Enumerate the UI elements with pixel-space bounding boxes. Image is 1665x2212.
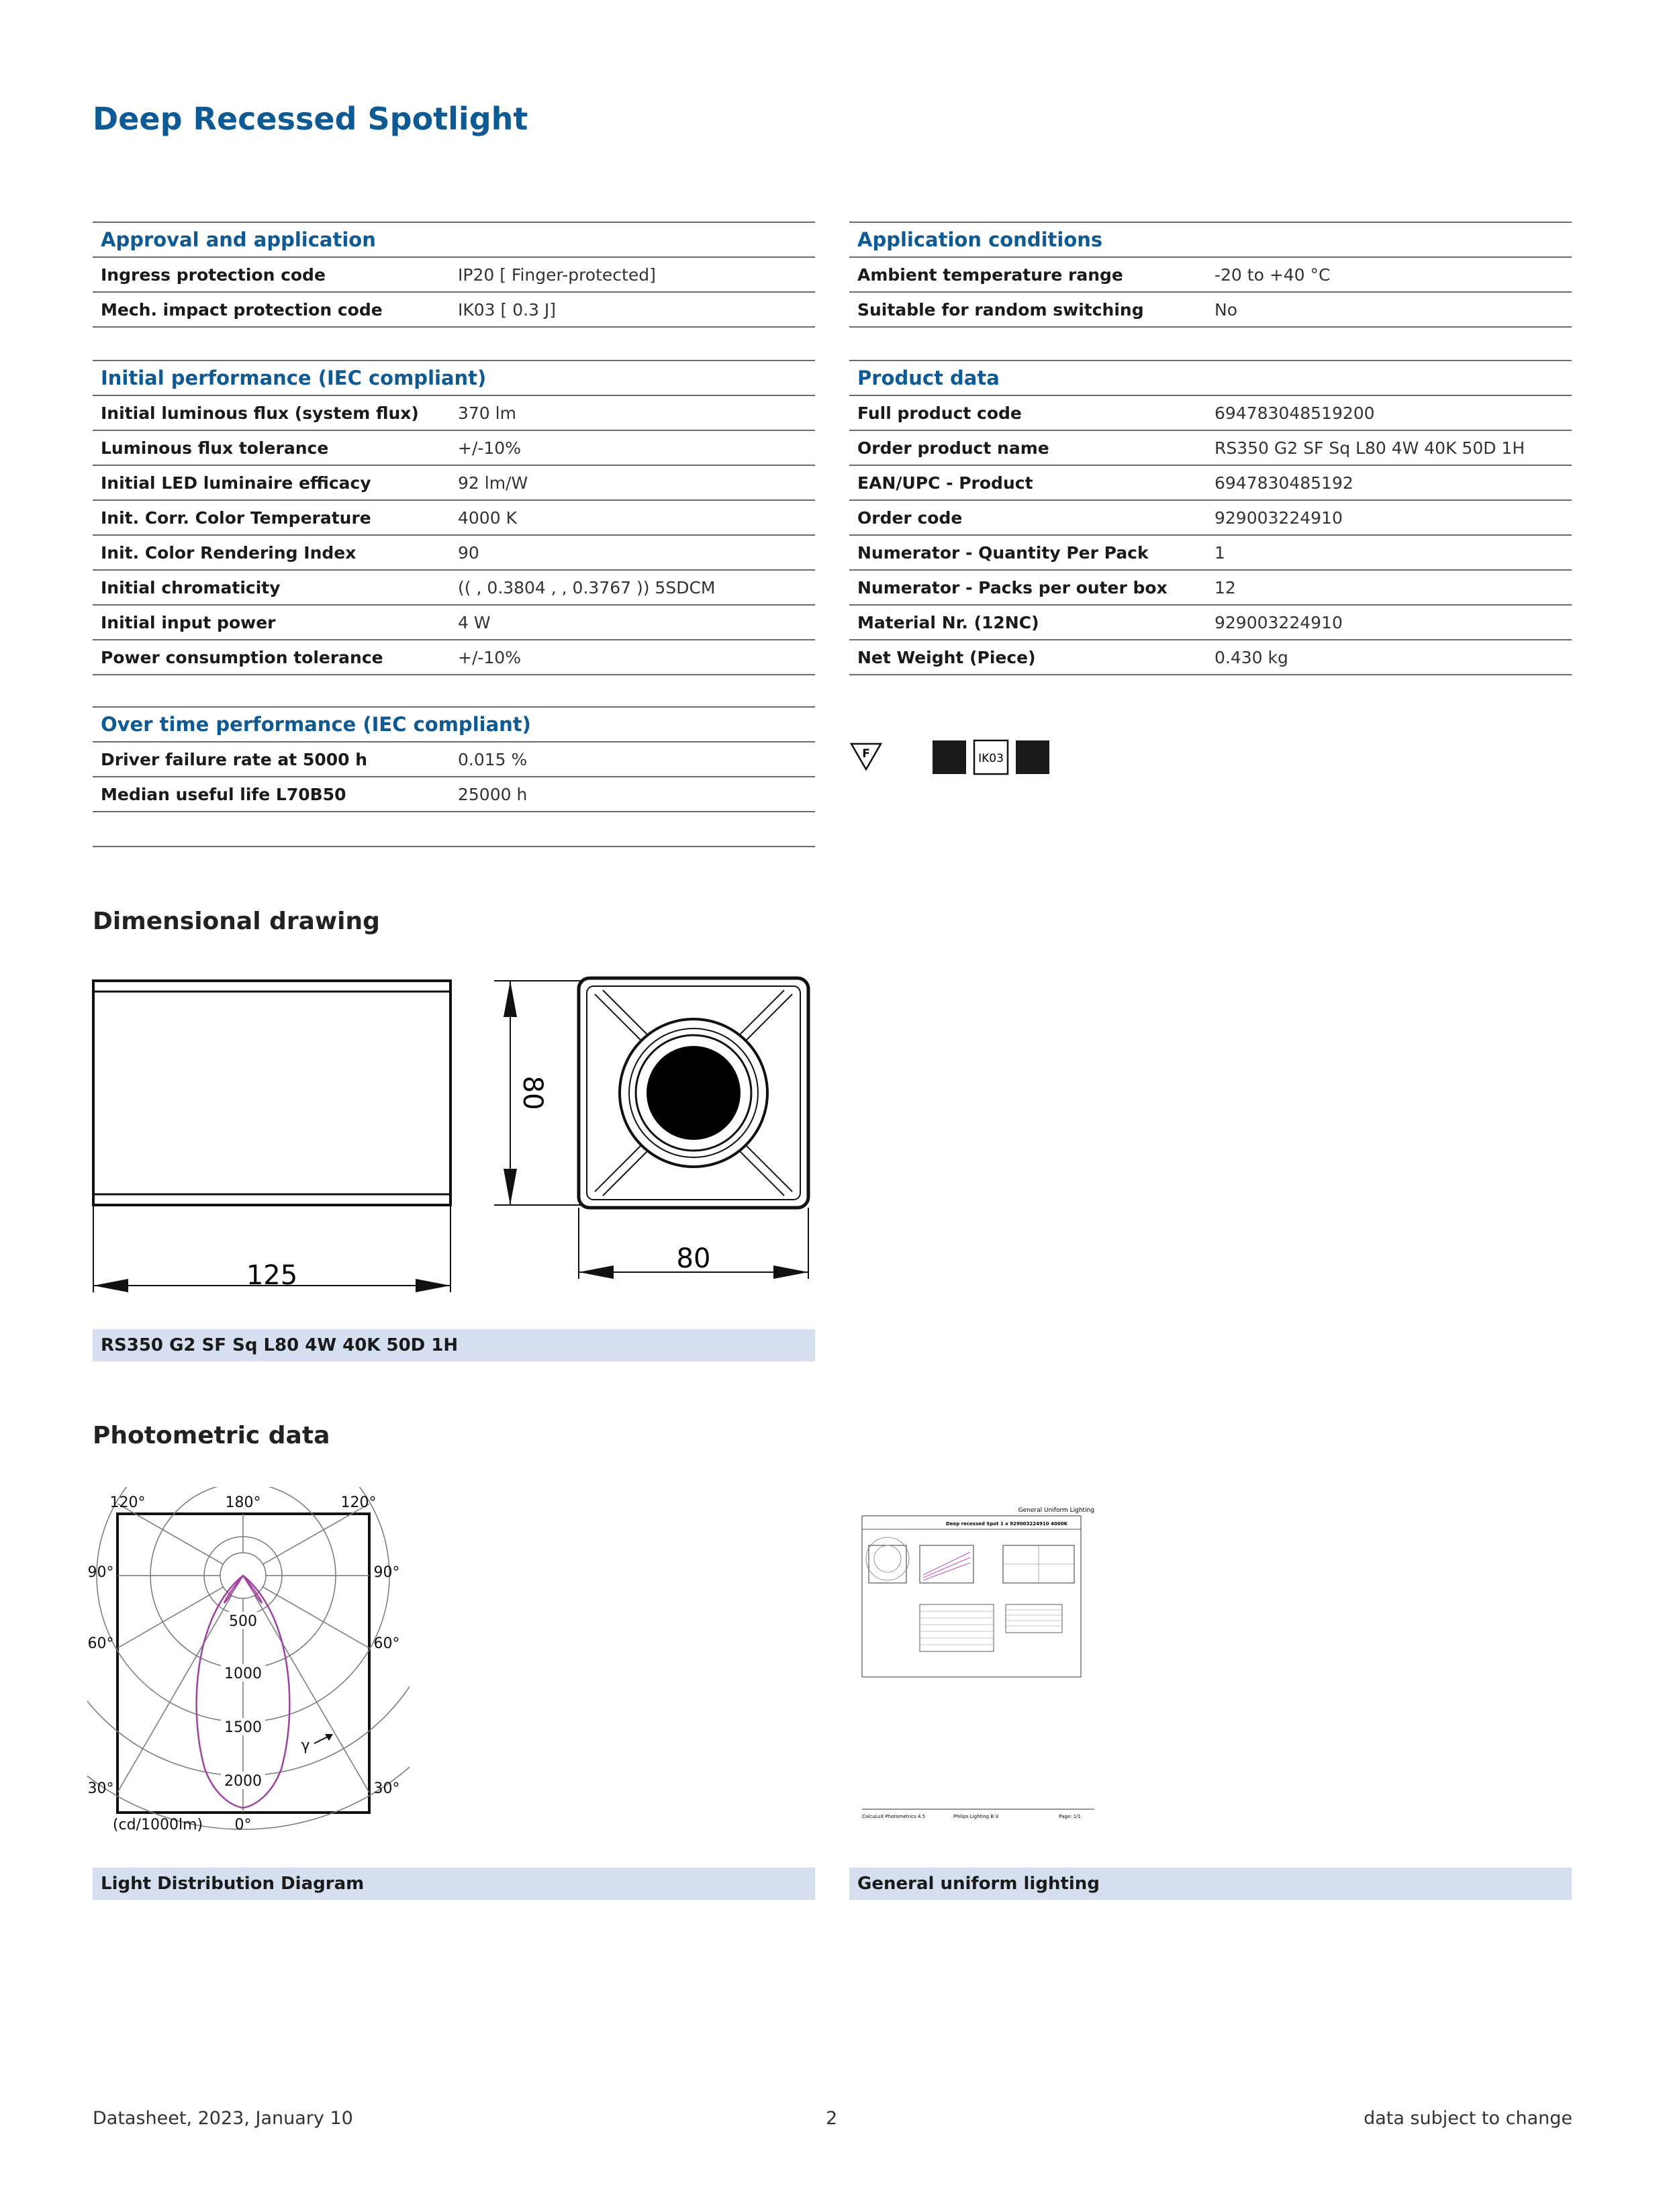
footer-date: Datasheet, 2023, January 10 <box>93 2108 353 2129</box>
dimensional-drawing <box>87 970 819 1306</box>
footer-disclaimer: data subject to change <box>1364 2108 1572 2129</box>
dim-height-label: 80 <box>517 1075 548 1110</box>
thumb-title: Deep recessed Spot 1 x 929003224910 4000K <box>945 1521 1067 1527</box>
thumb-footer-right: Page: 1/1 <box>1059 1814 1081 1819</box>
approval-table <box>93 222 815 328</box>
table-row: Luminous flux tolerance +/-10% <box>93 430 815 465</box>
gamma-label: γ <box>301 1737 310 1754</box>
ring-label: 500 <box>229 1613 257 1630</box>
table-row: Numerator - Packs per outer box 12 <box>849 570 1572 605</box>
table-row: Median useful life L70B50 25000 h <box>93 777 815 812</box>
table-row: Full product code 694783048519200 <box>849 395 1572 430</box>
table-heading: Product data <box>849 360 1572 395</box>
table-row: Init. Color Rendering Index 90 <box>93 535 815 570</box>
front-view <box>494 978 808 1279</box>
product-data-table <box>849 360 1572 675</box>
dim-length-label: 125 <box>246 1260 298 1291</box>
table-heading: Over time performance (IEC compliant) <box>93 707 815 742</box>
black-square-icon <box>1016 740 1049 774</box>
f-mark-icon <box>851 744 881 769</box>
ring-label: 2000 <box>224 1773 262 1790</box>
certification-symbols <box>849 738 1064 779</box>
angle-label: 30° <box>87 1780 114 1797</box>
angle-label: 60° <box>373 1635 400 1652</box>
angle-label: 60° <box>87 1635 114 1652</box>
light-distribution-caption: Light Distribution Diagram <box>93 1868 815 1900</box>
angle-label: 90° <box>87 1564 114 1581</box>
page-title: Deep Recessed Spotlight <box>93 101 528 137</box>
table-heading: Application conditions <box>849 222 1572 257</box>
table-row: Initial LED luminaire efficacy 92 lm/W <box>93 465 815 500</box>
angle-label: 120° <box>340 1494 377 1511</box>
page-number: 2 <box>826 2108 838 2129</box>
unit-label: (cd/1000lm) <box>112 1817 203 1833</box>
dim-width-label: 80 <box>676 1243 711 1274</box>
table-row: Ingress protection code IP20 [ Finger-protected] <box>93 257 815 292</box>
table-row: Net Weight (Piece) 0.430 kg <box>849 640 1572 675</box>
table-row: Power consumption tolerance +/-10% <box>93 640 815 675</box>
over-time-table <box>93 706 815 847</box>
dimensional-drawing-heading: Dimensional drawing <box>93 908 380 935</box>
table-heading: Approval and application <box>93 222 815 257</box>
uniform-lighting-thumbnail <box>859 1504 1101 1826</box>
table-row: Driver failure rate at 5000 h 0.015 % <box>93 742 815 777</box>
table-row: Material Nr. (12NC) 929003224910 <box>849 605 1572 640</box>
ring-label: 1500 <box>224 1719 262 1736</box>
black-square-icon <box>933 740 966 774</box>
table-row: Numerator - Quantity Per Pack 1 <box>849 535 1572 570</box>
table-row: Initial chromaticity (( , 0.3804 , , 0.3767 )) 5SDCM <box>93 570 815 605</box>
table-heading: Initial performance (IEC compliant) <box>93 360 815 395</box>
thumb-footer-mid: Philips Lighting B.V. <box>953 1814 1000 1819</box>
thumb-header: General Uniform Lighting <box>1018 1507 1094 1514</box>
thumb-footer-left: CalcuLuX Photometrics 4.5 <box>862 1814 926 1819</box>
angle-label: 30° <box>373 1780 400 1797</box>
table-row: Initial input power 4 W <box>93 605 815 640</box>
lens-opening <box>647 1046 741 1140</box>
table-row: Mech. impact protection code IK03 [ 0.3 J] <box>93 292 815 327</box>
angle-label: 90° <box>373 1564 400 1581</box>
angle-label: 180° <box>225 1494 261 1511</box>
table-row: Ambient temperature range -20 to +40 °C <box>849 257 1572 292</box>
ring-label: 1000 <box>224 1666 262 1682</box>
table-row: Order product name RS350 G2 SF Sq L80 4W 40K 50D 1H <box>849 430 1572 465</box>
ik-rating-label: IK03 <box>978 752 1004 765</box>
uniform-lighting-caption: General uniform lighting <box>849 1868 1572 1900</box>
table-row: Order code 929003224910 <box>849 500 1572 535</box>
side-view <box>93 981 450 1292</box>
dimensional-caption: RS350 G2 SF Sq L80 4W 40K 50D 1H <box>93 1329 815 1361</box>
angle-label: 0° <box>234 1817 252 1833</box>
f-mark-label: F <box>862 747 870 761</box>
table-row: Suitable for random switching No <box>849 292 1572 327</box>
photometric-heading: Photometric data <box>93 1422 330 1449</box>
table-row: EAN/UPC - Product 6947830485192 <box>849 465 1572 500</box>
light-distribution-diagram <box>87 1487 410 1836</box>
initial-performance-table <box>93 360 815 675</box>
table-row: Init. Corr. Color Temperature 4000 K <box>93 500 815 535</box>
table-row: Initial luminous flux (system flux) 370 lm <box>93 395 815 430</box>
application-conditions-table <box>849 222 1572 328</box>
angle-label: 120° <box>109 1494 146 1511</box>
